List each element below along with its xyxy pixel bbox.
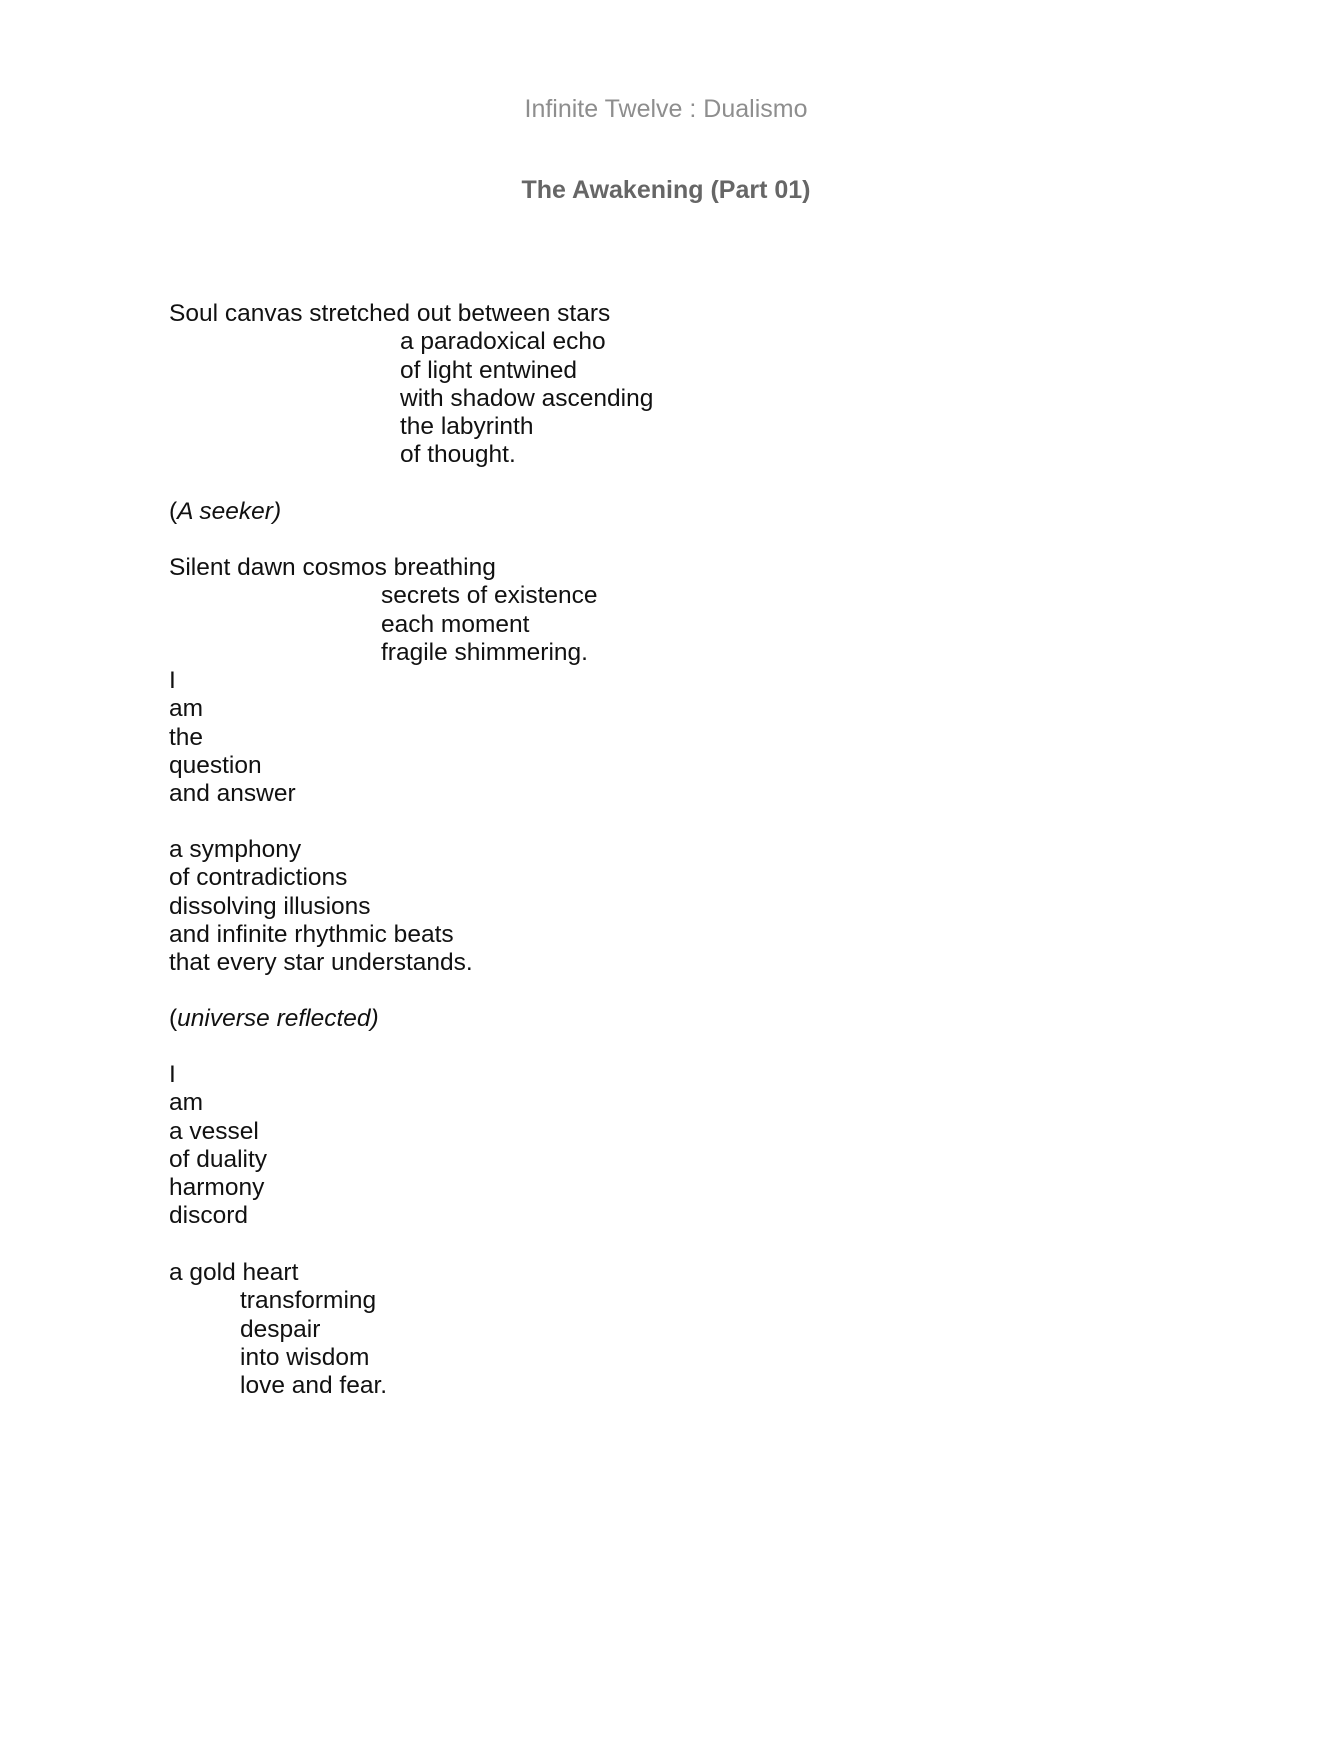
stanza-4	[169, 1061, 267, 1231]
poem-line: a paradoxical echo	[400, 328, 606, 356]
poem-line: the labyrinth	[400, 413, 534, 441]
poem-line: a vessel	[169, 1117, 259, 1145]
poem-line: a gold heart	[169, 1259, 299, 1286]
poem-line: question	[169, 752, 262, 780]
aside-open-paren: (	[169, 498, 178, 525]
poem-line: each moment	[381, 610, 530, 638]
poem-line: love and fear.	[240, 1372, 388, 1400]
series-title: Infinite Twelve : Dualismo	[524, 95, 808, 123]
stanza-2	[169, 554, 598, 809]
poem-line: Soul canvas stretched out between stars	[169, 300, 611, 327]
aside-line	[169, 498, 281, 526]
poem-line: of duality	[169, 1145, 268, 1173]
poem-line: Silent dawn cosmos breathing	[169, 554, 496, 581]
poem-line: dissolving illusions	[169, 892, 371, 920]
aside-universe-reflected	[169, 1005, 379, 1033]
poem-line: fragile shimmering.	[381, 638, 588, 666]
poem-line: and answer	[169, 780, 296, 808]
poem-line: I	[169, 667, 176, 695]
aside-a-seeker	[169, 498, 281, 526]
poem-line: secrets of existence	[381, 582, 598, 610]
poem-line: transforming	[240, 1287, 377, 1315]
poem-title: The Awakening (Part 01)	[521, 176, 811, 204]
aside-open-paren: (	[169, 1005, 178, 1032]
poem-line: despair	[240, 1315, 321, 1343]
stanza-1	[169, 300, 653, 470]
poem-line: I	[169, 1061, 176, 1088]
poem-line: that every star understands.	[169, 949, 473, 977]
poem-line: discord	[169, 1202, 248, 1230]
stanza-5	[169, 1259, 387, 1400]
poem-line: of thought.	[400, 441, 516, 469]
poem-line: into wisdom	[240, 1343, 370, 1371]
poem-line: with shadow ascending	[400, 384, 654, 412]
poem-line: am	[169, 695, 204, 723]
aside-line	[169, 1005, 379, 1033]
poem-line: and infinite rhythmic beats	[169, 920, 454, 948]
poem-line: of light entwined	[400, 356, 578, 384]
poem-line: a symphony	[169, 836, 302, 863]
poem-line: harmony	[169, 1174, 265, 1202]
aside-text: A seeker)	[177, 498, 282, 525]
poem-line: am	[169, 1089, 204, 1117]
poem-line: of contradictions	[169, 864, 348, 892]
poem-line: the	[169, 723, 204, 751]
aside-text: universe reflected)	[177, 1005, 379, 1032]
stanza-3	[169, 836, 473, 977]
